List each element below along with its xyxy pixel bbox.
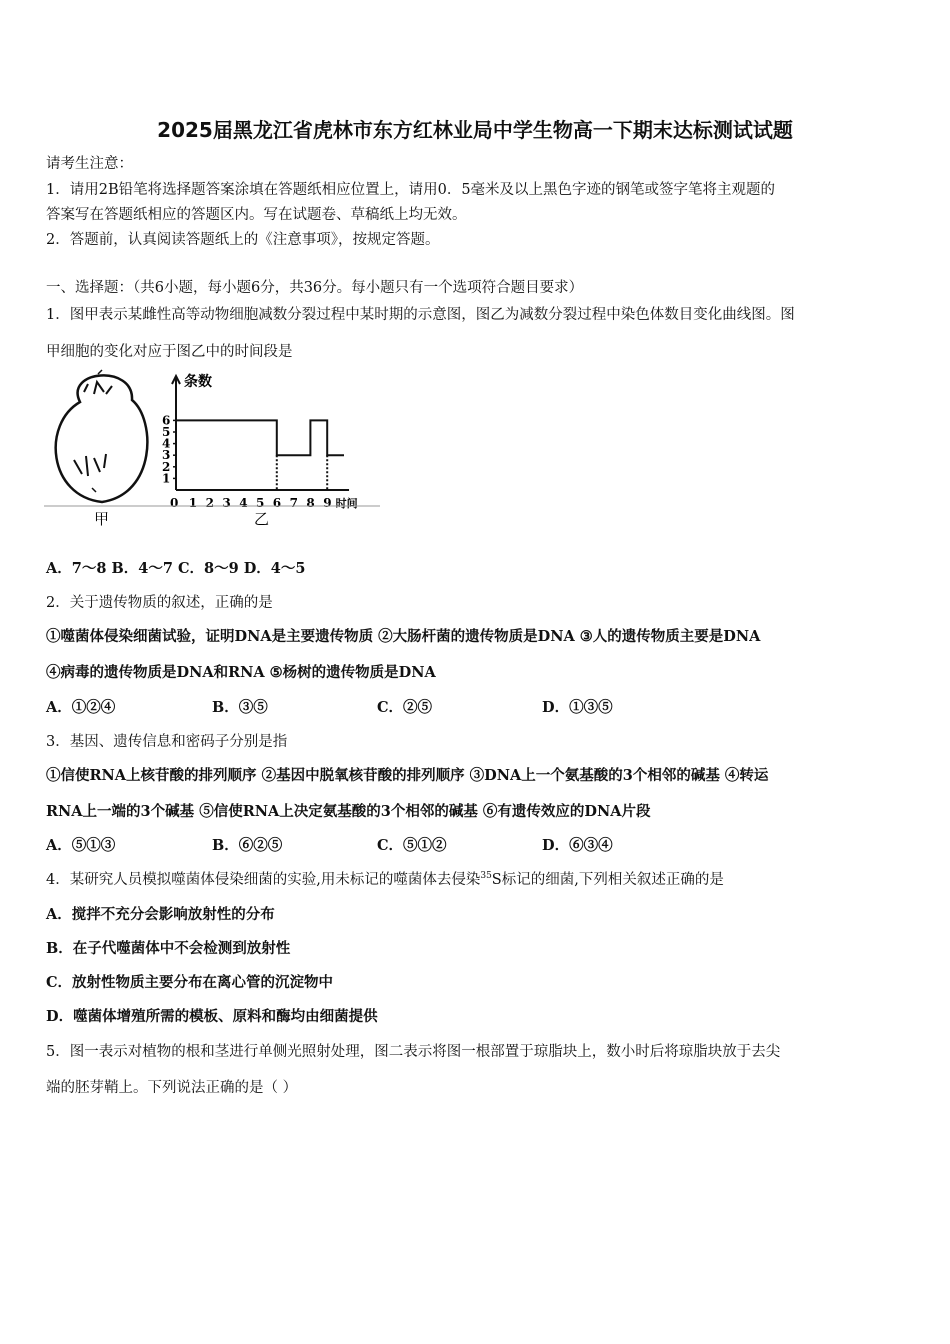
notice-item-1-cont: 答案写在答题纸相应的答题区内。写在试题卷、草稿纸上均无效。 bbox=[46, 207, 467, 223]
x-tick-label: 2 bbox=[205, 496, 214, 510]
q3-statements-1: ①信使RNA上核苷酸的排列顺序 ②基因中脱氧核苷酸的排列顺序 ③DNA上一个氨基酸的3个相邻的碱基 ④转运 bbox=[46, 767, 769, 784]
x-tick-label: 3 bbox=[222, 496, 231, 510]
lower-chromosomes bbox=[74, 454, 106, 476]
q1-figure-svg bbox=[44, 364, 384, 534]
x-tick-label: 8 bbox=[306, 496, 315, 510]
q5-stem-cont: 端的胚芽鞘上。下列说法正确的是（ ） bbox=[46, 1080, 298, 1096]
chromosome-count-line bbox=[176, 420, 344, 455]
x-tick-label: 4 bbox=[239, 496, 248, 510]
cell-diagram bbox=[56, 370, 148, 502]
x-tick-label: 7 bbox=[289, 496, 298, 510]
q2-option-b: B．③⑤ bbox=[212, 699, 268, 716]
q1-stem: 1．图甲表示某雌性高等动物细胞减数分裂过程中某时期的示意图，图乙为减数分裂过程中染色体数目变化曲线图。图 bbox=[46, 307, 795, 323]
q4-option-a: A．搅拌不充分会影响放射性的分布 bbox=[46, 906, 275, 923]
y-tick-label: 6 bbox=[162, 413, 171, 428]
y-axis-label: 条数 bbox=[184, 374, 212, 390]
figure-label-right: 乙 bbox=[254, 510, 270, 528]
q4-stem bbox=[46, 868, 724, 889]
x-tick-label: 6 bbox=[272, 496, 282, 510]
q3-option-a: A．⑤①③ bbox=[46, 837, 116, 854]
q3-option-b: B．⑥②⑤ bbox=[212, 837, 283, 854]
x-tick-label: 0 bbox=[170, 496, 179, 510]
q2-statements-1: ①噬菌体侵染细菌试验，证明DNA是主要遗传物质 ②大肠杆菌的遗传物质是DNA ③人的遗传物质主要是DNA bbox=[46, 628, 761, 645]
y-tick-label: 3 bbox=[162, 448, 171, 463]
x-tick-label: 9 bbox=[323, 496, 332, 510]
lower-spindle-pole bbox=[92, 488, 96, 492]
y-tick-label: 4 bbox=[162, 436, 171, 451]
q4-option-d: D．噬菌体增殖所需的模板、原料和酶均由细菌提供 bbox=[46, 1008, 378, 1025]
q2-option-c: C．②⑤ bbox=[377, 699, 433, 716]
page-title: 2025届黑龙江省虎林市东方红林业局中学生物高一下期末达标测试试题 bbox=[157, 118, 793, 142]
cell-outline bbox=[56, 375, 148, 502]
notice-item-1: 1．请用2B铅笔将选择题答案涂填在答题纸相应位置上，请用0．5毫米及以上黑色字迹的钢笔或签字笔将主观题的 bbox=[46, 182, 776, 198]
q1-options: A．7～8 B．4～7 C．8～9 D．4～5 bbox=[46, 560, 306, 577]
q4-stem-b: S标记的细菌,下列相关叙述正确的是 bbox=[491, 872, 724, 888]
q3-option-c: C．⑤①② bbox=[377, 837, 447, 854]
notice-heading: 请考生注意： bbox=[46, 156, 133, 172]
q2-stem: 2．关于遗传物质的叙述，正确的是 bbox=[46, 595, 273, 611]
upper-chromosomes bbox=[84, 382, 112, 394]
chromosome-count-chart bbox=[162, 373, 358, 510]
q2-statements-2: ④病毒的遗传物质是DNA和RNA ⑤杨树的遗传物质是DNA bbox=[46, 664, 436, 681]
q3-stem: 3．基因、遗传信息和密码子分别是指 bbox=[46, 734, 288, 750]
figure-label-left: 甲 bbox=[94, 510, 110, 528]
section-heading: 一、选择题：（共6小题，每小题6分，共36分。每小题只有一个选项符合题目要求） bbox=[46, 280, 584, 296]
upper-spindle-pole bbox=[98, 370, 102, 374]
x-tick-label: 5 bbox=[256, 496, 265, 510]
y-tick-label: 1 bbox=[162, 471, 171, 486]
q2-option-d: D．①③⑤ bbox=[542, 699, 613, 716]
x-tick-label: 1 bbox=[188, 496, 198, 510]
q4-stem-a: 4．某研究人员模拟噬菌体侵染细菌的实验,用未标记的噬菌体去侵染 bbox=[46, 872, 481, 888]
q2-option-a: A．①②④ bbox=[46, 699, 116, 716]
notice-item-2: 2．答题前，认真阅读答题纸上的《注意事项》，按规定答题。 bbox=[46, 232, 440, 248]
q4-option-c: C．放射性物质主要分布在离心管的沉淀物中 bbox=[46, 974, 334, 991]
y-tick-label: 5 bbox=[162, 425, 171, 439]
y-tick-label: 2 bbox=[162, 459, 171, 474]
q1-figure bbox=[44, 364, 384, 534]
q3-statements-2: RNA上一端的3个碱基 ⑤信使RNA上决定氨基酸的3个相邻的碱基 ⑥有遗传效应的DNA片段 bbox=[46, 803, 651, 820]
q4-option-b: B．在子代噬菌体中不会检测到放射性 bbox=[46, 940, 291, 957]
q4-isotope-mass: 35 bbox=[480, 871, 492, 882]
q3-option-d: D．⑥③④ bbox=[542, 837, 613, 854]
q1-stem-cont: 甲细胞的变化对应于图乙中的时间段是 bbox=[46, 344, 293, 360]
x-axis-label: 时间 bbox=[335, 497, 358, 510]
q5-stem: 5．图一表示对植物的根和茎进行单侧光照射处理，图二表示将图一根部置于琼脂块上，数小时后将琼脂块放于去尖 bbox=[46, 1044, 781, 1060]
